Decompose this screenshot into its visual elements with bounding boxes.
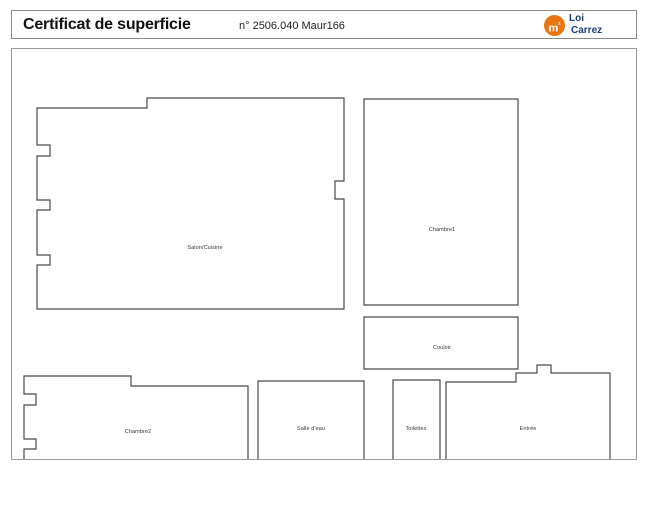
logo-text xyxy=(569,13,602,37)
certificate-reference: n° 2506.040 Maur166 xyxy=(239,20,345,32)
room-shape-entree xyxy=(446,365,610,459)
room-label-chambre-1: Chambre1 xyxy=(428,227,456,233)
logo-line-1: Loi xyxy=(569,13,584,24)
logo-mark-superscript: ² xyxy=(558,22,561,29)
floor-plan-drawing xyxy=(12,49,636,459)
room-label-toilettes: Toilettes xyxy=(405,426,427,432)
room-label-chambre-2: Chambre2 xyxy=(124,429,152,435)
room-shape-chambre-1 xyxy=(364,99,518,305)
page-title: Certificat de superficie xyxy=(23,16,191,33)
header-bar xyxy=(11,10,637,39)
floor-plan-frame xyxy=(11,48,637,460)
room-shape-couloir xyxy=(364,317,518,369)
room-label-entree: Entrée xyxy=(519,426,537,432)
logo-line-2: Carrez xyxy=(571,25,603,36)
room-shape-toilettes xyxy=(393,380,440,459)
room-shape-salle-d-eau xyxy=(258,381,364,459)
room-label-salle-d-eau: Salle d'eau xyxy=(296,426,326,432)
room-shape-chambre-2 xyxy=(24,376,248,459)
room-label-couloir: Couloir xyxy=(432,345,452,351)
room-label-salon-cuisine: Salon/Cuisine xyxy=(187,245,223,251)
loi-carrez-logo xyxy=(542,13,632,37)
room-shape-salon-cuisine xyxy=(37,98,344,309)
logo-mark-icon: $m^{^2}$ xyxy=(544,15,565,36)
